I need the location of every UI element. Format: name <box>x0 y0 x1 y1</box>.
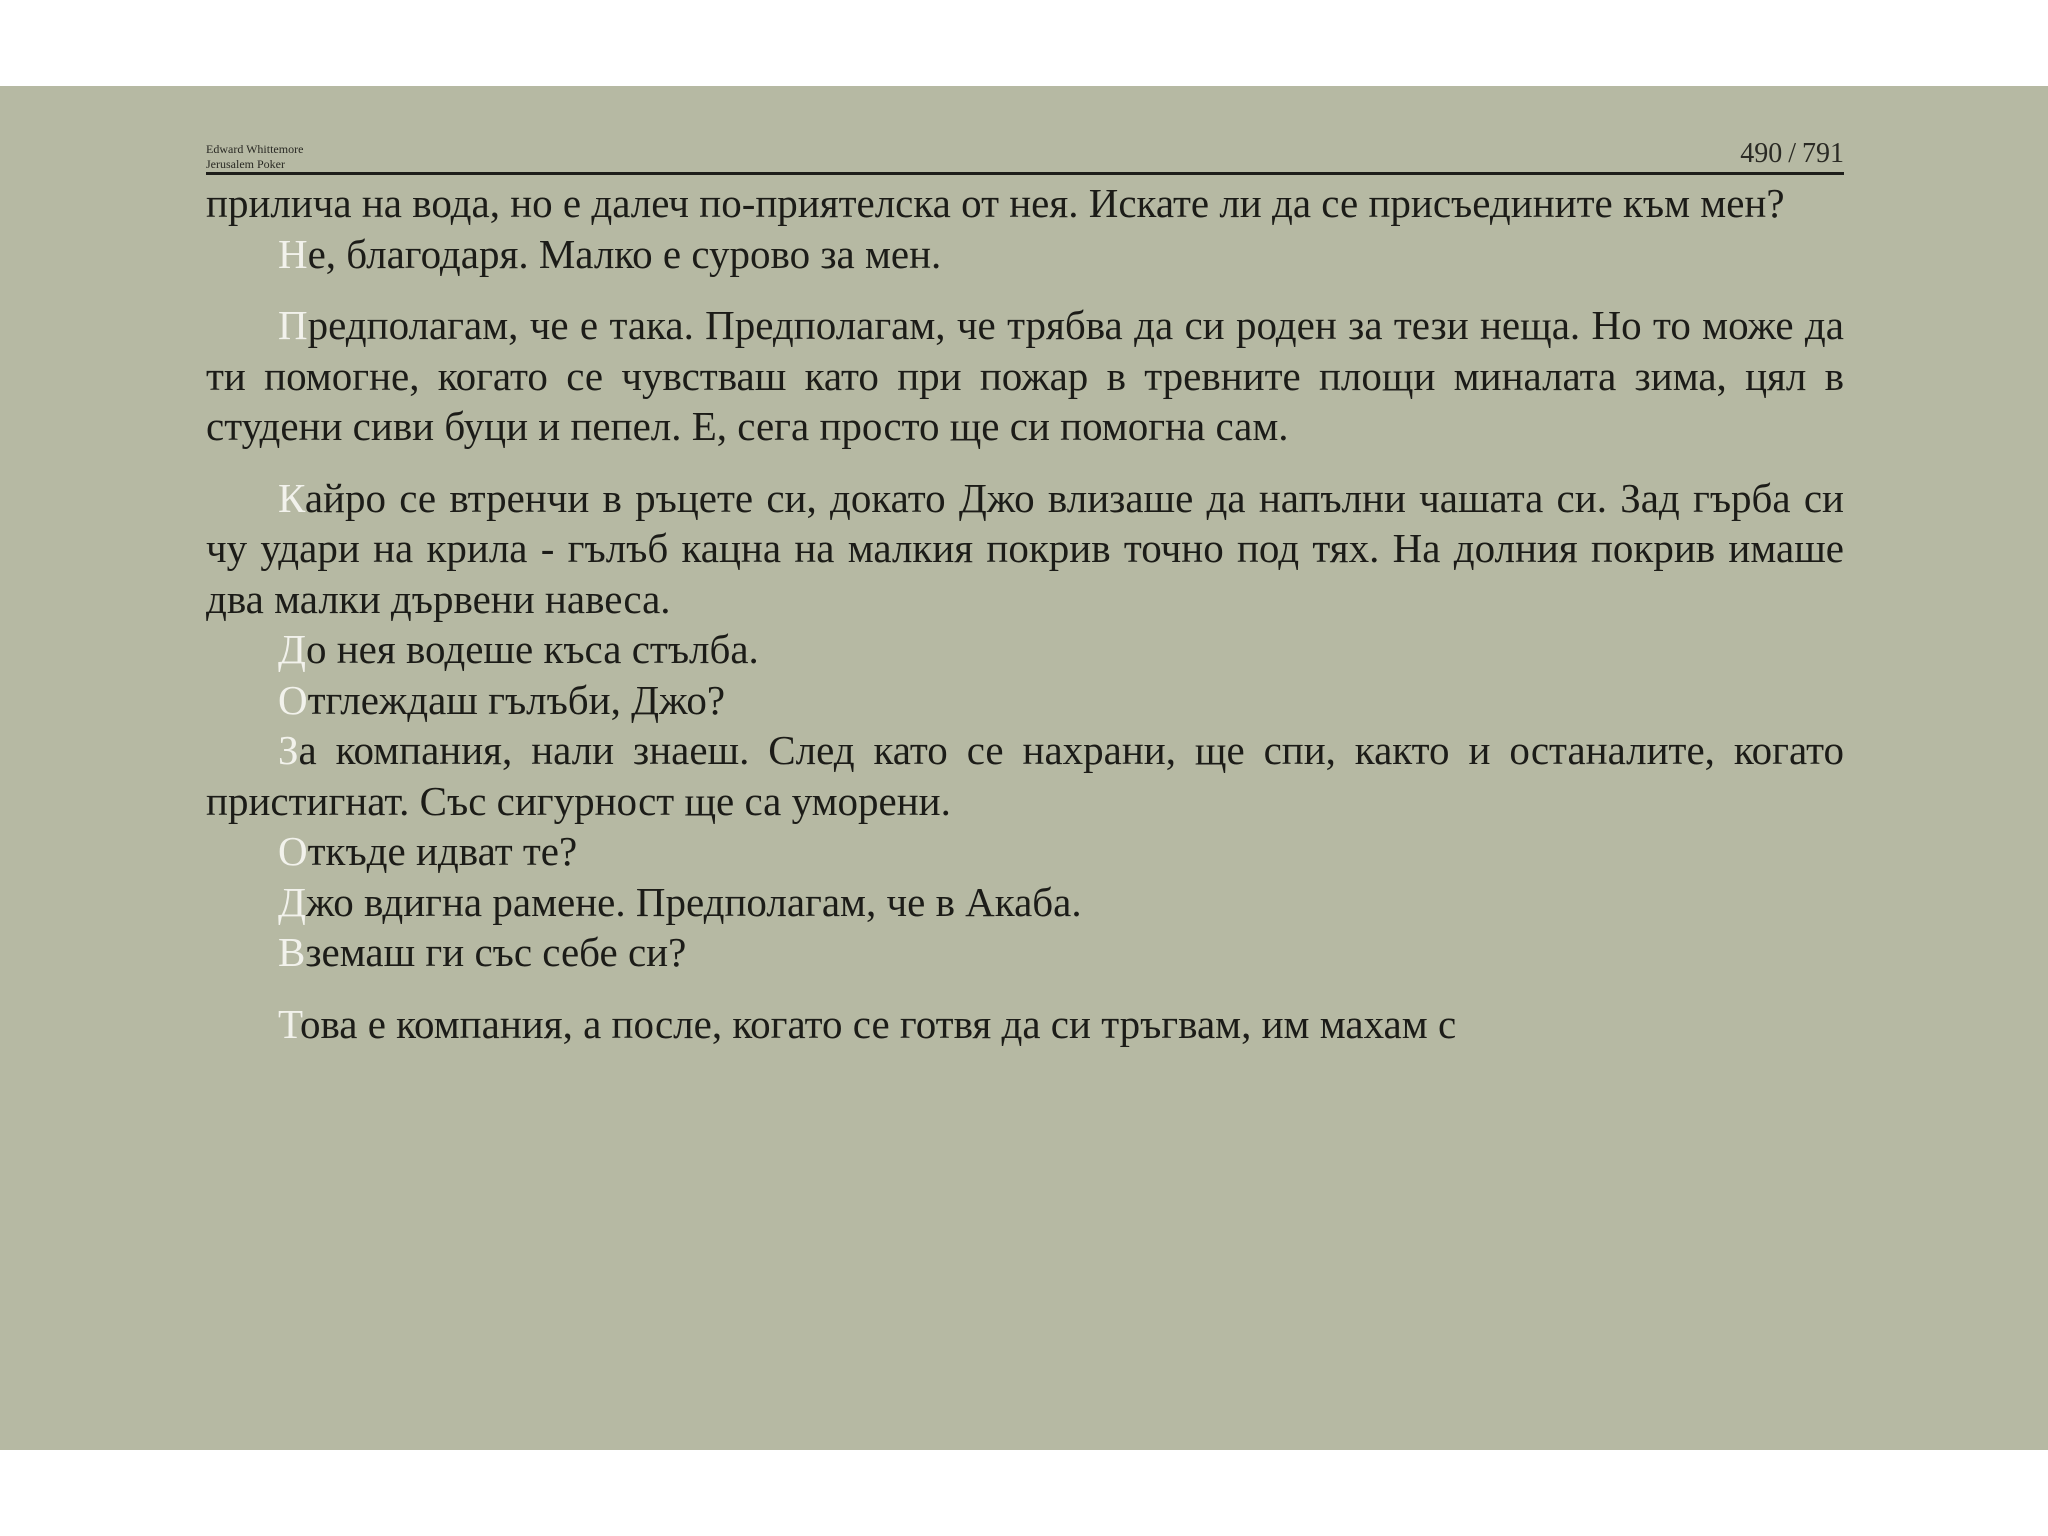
book-meta <box>206 142 303 172</box>
book-title: Jerusalem Poker <box>206 157 285 171</box>
paragraph-11 <box>206 999 1844 1050</box>
paragraph-9 <box>206 877 1844 928</box>
book-text <box>206 178 1844 1049</box>
paragraph-text: ова е компания, а после, когато се готвя да си тръгвам, им махам с <box>299 1000 1457 1047</box>
paragraph-initial: Н <box>278 230 308 277</box>
paragraph-text: ткъде идват те? <box>307 828 578 874</box>
paragraph-text: тглеждаш гълъби, Джо? <box>307 676 726 723</box>
paragraph-initial: З <box>278 727 299 773</box>
total-pages: 791 <box>1802 138 1844 169</box>
paragraph-3 <box>206 300 1844 452</box>
current-page: 490 <box>1740 138 1783 169</box>
paragraph-initial: В <box>278 929 306 975</box>
paragraph-text: земаш ги със себе си? <box>305 929 687 975</box>
paragraph-text: е, благодаря. Малко е сурово за мен. <box>307 230 942 277</box>
paragraph-text: жо вдигна рамене. Предполагам, че в Акаба. <box>305 878 1082 925</box>
paragraph-initial: Д <box>278 878 306 925</box>
paragraph-5 <box>206 624 1844 675</box>
paragraph-text: айро се втренчи в ръцете си, докато Джо влизаше да напълни чашата си. Зад гърба си чу удари на крила - гълъб кацна на малкия покрив точно под тях. На долния покрив имаше два малки дървени навеса. <box>206 474 1844 622</box>
paragraph-4 <box>206 473 1844 625</box>
paragraph-text: а компания, нали знаеш. След като се нахрани, ще спи, както и останалите, когато пристигнат. Със сигурност ще са уморени. <box>206 727 1844 824</box>
paragraph-7 <box>206 725 1844 826</box>
author-name: Edward Whittemore <box>206 142 304 156</box>
paragraph-8 <box>206 826 1844 877</box>
page-separator: / <box>1788 138 1796 169</box>
header-rule <box>206 172 1844 175</box>
paragraph-initial: О <box>278 828 308 874</box>
paragraph-initial: Д <box>278 626 306 672</box>
paragraph-10 <box>206 927 1844 978</box>
paragraph-1 <box>206 178 1844 229</box>
paragraph-initial: О <box>278 676 308 723</box>
paragraph-initial: П <box>278 302 308 348</box>
paragraph-text: прилича на вода, но е далеч по-приятелска от нея. Искате ли да се присъедините към мен? <box>206 180 1785 226</box>
page-counter <box>1740 138 1844 170</box>
paragraph-text: редполагам, че е така. Предполагам, че трябва да си роден за тези неща. Но то може да ти помогне, когато се чувстваш като при пожар в тревните площи миналата зима, цял в студени сиви буци и пепел. Е, сега просто ще си помогна сам. <box>206 302 1844 449</box>
paragraph-text: о нея водеше къса стълба. <box>305 626 759 672</box>
paragraph-2 <box>206 229 1844 280</box>
paragraph-initial: К <box>278 474 305 521</box>
paragraph-initial: Т <box>278 1000 300 1047</box>
paragraph-6 <box>206 675 1844 726</box>
